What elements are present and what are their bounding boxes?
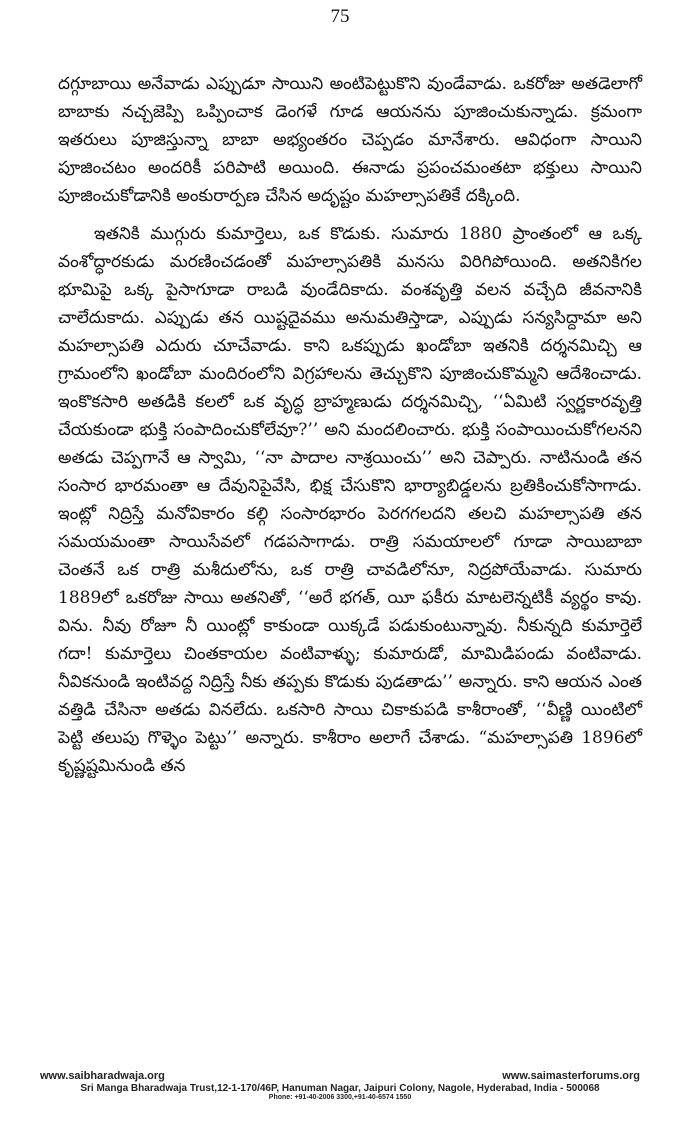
footer-website-right-link[interactable]: www.saimasterforums.org (502, 1070, 640, 1082)
footer-phone: Phone: +91-40-2006 3300,+91-40-6574 1550 (268, 1094, 412, 1101)
page-footer (40, 1070, 640, 1101)
footer-website-left-link[interactable]: www.saibharadwaja.org (40, 1070, 165, 1082)
footer-links (40, 1070, 640, 1082)
paragraph-1: దగ్గూబాయి అనేవాడు ఎప్పుడూ సాయిని అంటిపెట్టుకొని వుండేవాడు. ఒకరోజు అతడెలాగో బాబాకు నచ్చజెప్పి ఒప్పించాక డెంగళే గూడ ఆయనను పూజించుకున్నాడు. క్రమంగా ఇతరులు పూజిస్తున్నా బాబా అభ్యంతరం చెప్పడం మానేశారు. ఆవిధంగా సాయిని పూజించటం అందరికీ పరిపాటి అయింది. ఈనాడు ప్రపంచమంతటా భక్తులు సాయిని పూజించుకోడానికి అంకురార్పణ చేసిన అదృష్టం మహల్సాపతికే దక్కింది. (58, 74, 642, 206)
paragraph-2: ఇతనికి ముగ్గురు కుమార్తెలు, ఒక కొడుకు. సుమారు 1880 ప్రాంతంలో ఆ ఒక్క వంశోద్ధారకుడు మరణించడంతో మహల్సాపతికి మనసు విరిగిపోయింది. అతనికిగల భూమిపై ఒక్క పైసాగూడా రాబడి వుండేదికాదు. వంశవృత్తి వలన వచ్చేది జీవనానికి చాలేదుకాదు. ఎప్పుడు తన యిష్టదైవము అనుమతిస్తాడా, ఎప్పుడు సన్యసిద్దామా అని మహల్సాపతి ఎదురు చూచేవాడు. కాని ఒకప్పుడు ఖండోబా ఇతనికి దర్శనమిచ్చి ఆ గ్రామంలోని ఖండోబా మందిరంలోని విగ్రహాలను తెచ్చుకొని పూజించుకొమ్మని ఆదేశించాడు. ఇంకొకసారి అతడికి కలలో ఒక వృద్ధ బ్రాహ్మణుడు దర్శనమిచ్చి, ‘‘ఏమిటి స్వర్ణకారవృత్తి చేయకుండా భుక్తి సంపాదించుకోలేవూ?’’ అని మందలించారు. భుక్తి సంపాయించుకోగలనని అతడు చెప్పగానే ఆ స్వామి, ‘‘నా పాదాల నాశ్రయించు’’ అని చెప్పారు. నాటినుండి తన సంసార భారమంతా ఆ దేవునిపైవేసి, భిక్ష చేసుకొని భార్యాబిడ్డలను బ్రతికించుకోసాగాడు. ఇంట్లో నిద్రిస్తే మనోవికారం కల్గి సంసారభారం పెరగగలదని తలచి మహల్సాపతి తన సమయమంతా సాయిసేవలో గడపసాగాడు. రాత్రి సమయాలలో గూడా సాయిబాబా చెంతనే ఒక రాత్రి మశీదులోను, ఒక రాత్రి చావడిలోనూ, నిద్రపోయేవాడు. సుమారు 1889లో ఒకరోజు సాయి అతనితో, ‘‘అరే భగత్, యీ ఫకీరు మాటలెన్నటికీ వ్యర్థం కావు. విను. నీవు రోజూ నీ యింట్లో కాకుండా యిక్కడే పడుకుంటున్నావు. నీకున్నది కుమార్తెలే గదా! కుమార్తెలు చింతకాయల వంటివాళ్ళు; కుమారుడో, మామిడిపండు వంటివాడు. నీవికనుండి ఇంటివద్ద నిద్రిస్తే నీకు తప్పకు కొడుకు పుడతాడు’’ అన్నారు. కాని ఆయన ఎంత వత్తిడి చేసినా అతడు వినలేదు. ఒకసారి సాయి చికాకుపడి కాశీరాంతో, ‘‘వీణ్ణి యింటిలో పెట్టి తలుపు గొళ్ళెం పెట్టు’’ అన్నారు. కాశీరాం అలాగే చేశాడు. “మహల్సాపతి 1896లో కృష్ణష్టమినుండి తన (58, 224, 642, 776)
page-number: 75 (330, 6, 350, 27)
footer-address: Sri Manga Bharadwaja Trust,12-1-170/46P, Hanuman Nagar, Jaipuri Colony, Nagole, Hyderabad, India - 500068 (80, 1083, 600, 1094)
body-text (58, 70, 642, 780)
